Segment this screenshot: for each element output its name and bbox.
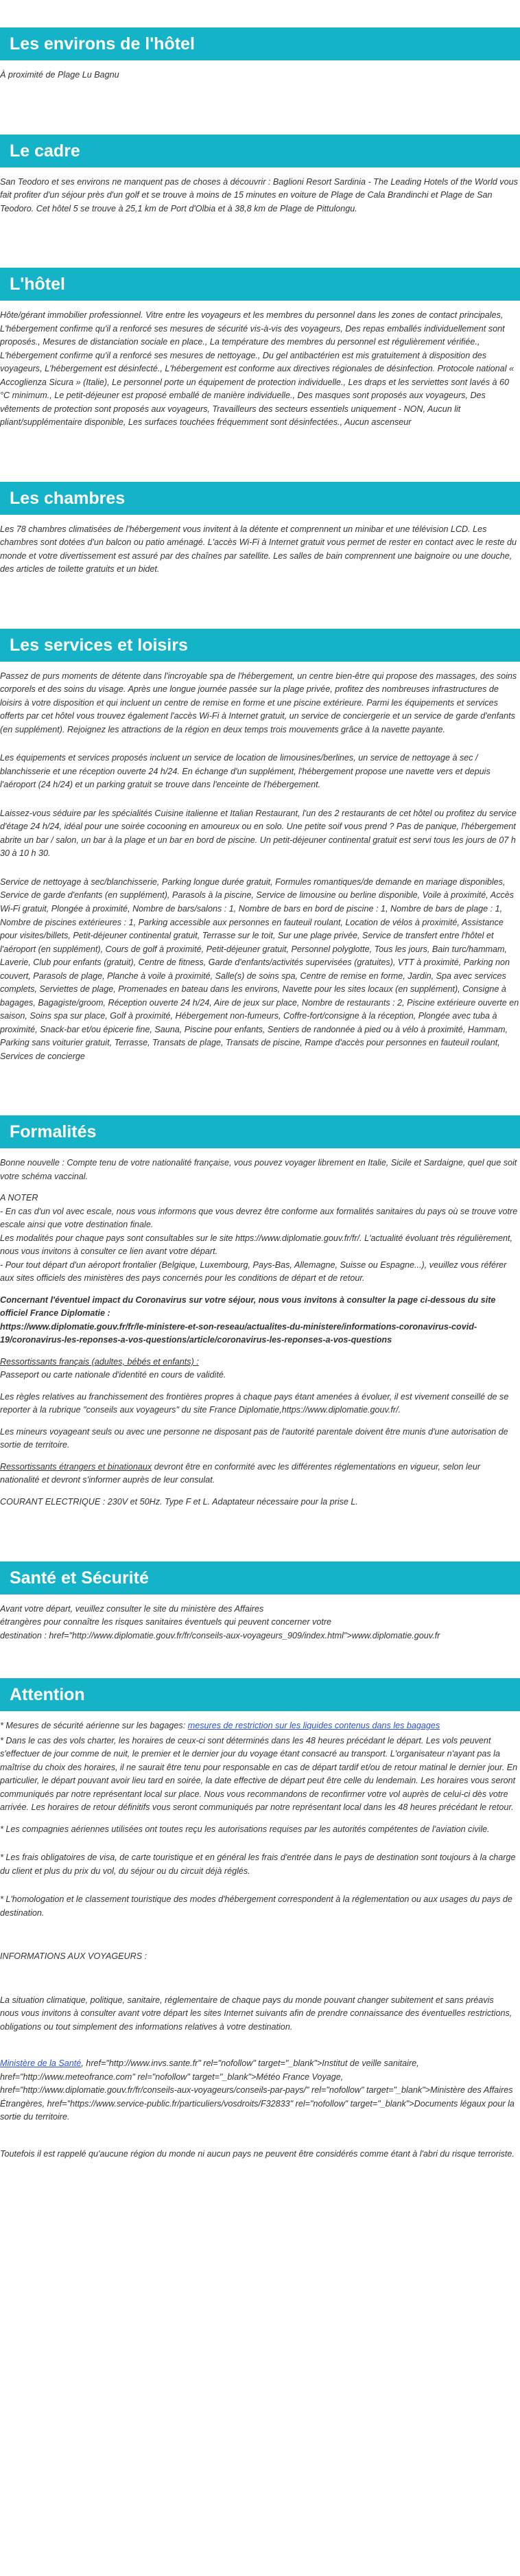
section-body-sante <box>0 1594 520 1664</box>
section-title-environs: Les environs de l'hôtel <box>0 27 520 60</box>
hotel-text: Hôte/gérant immobilier professionnel. Vitre entre les voyageurs et les membres du personnel dans les zones de contact principales, L'hébergement confirme qu'il a renforcé ses mesures de sécurité vis-à-vis des voyageurs, Des repas emballés individuellement sont proposés., Mesures de distanciation sociale en place., La température des membres du personnel est régulièrement vérifiée., L'hébergement confirme qu'il a renforcé ses mesures de nettoyage., Du gel antibactérien est mis gratuitement à disposition des voyageurs, L'hébergement est désinfecté., L'hébergement est conforme aux directives régionales de désinfection. Protocole national « Accoglienza Sicura » (Italie), Le personnel porte un équipement de protection individuelle., Les draps et les serviettes sont lavés à 60 °C minimum., Le petit-déjeuner est proposé emballé de manière individuelle., Des masques sont proposés aux voyageurs, Des vêtements de protection sont proposés aux voyageurs, Travailleurs des secteurs essentiels uniquement - NON, Aucun lit pliant/supplémentaire disponible, Les surfaces touchées fréquemment sont désinfectées., Aucun ascenseur <box>0 310 517 428</box>
section-body-chambres <box>0 515 520 597</box>
sante-text: Avant votre départ, veuillez consulter le site du ministère des Affaires étrangères pour connaître les risques sanitaires éventuels qui peuvent concerner votre destination : href="http://www.diplomatie.gouv.fr/fr/conseils-aux-voyageurs_909/index.html">www.diplomatie.gouv.fr <box>0 1603 440 1640</box>
section-title-chambres: Les chambres <box>0 482 520 515</box>
ministere-sante-link[interactable]: Ministère de la Santé <box>0 2058 82 2069</box>
services-text-4: Service de nettoyage à sec/blanchisserie, Parking longue durée gratuit, Formules romantiques/de demande en mariage disponibles, Service de garde d'enfants (en supplément), Parasols à la piscine, Service de limousine ou berline disponible, Voile à proximité, Accès Wi-Fi gratuit, Plongée à proximité, Nombre de bars/salons : 1, Nombre de bars en bord de piscine : 1, Nombre de bars de plage : 1, Nombre de piscines extérieures : 1, Parking accessible aux personnes en fauteuil roulant, Location de vélos à proximité, Assistance pour visites/billets, Petit-déjeuner continental gratuit, Terrasse sur le toit, Sur une plage privée, Service de transfert entre l'hôtel et l'aéroport (en supplément), Cours de golf à proximité, Petit-déjeuner gratuit, Personnel polyglotte, Tous les jours, Bain turc/hammam, Laverie, Club pour enfants (gratuit), Centre de fitness, Garde d'enfants/activités supervisées (gratuites), VTT à proximité, Parking non couvert, Parasols de plage, Planche à voile à proximité, Salle(s) de soins spa, Centre de remise en forme, Jardin, Spa avec services complets, Serviettes de plage, Promenades en bateau dans les environs, Navette pour les sites locaux (en supplément), Consigne à bagages, Bagagiste/groom, Réception ouverte 24 h/24, Aire de jeux sur place, Nombre de restaurants : 2, Piscine extérieure ouverte en saison, Soins spa sur place, Golf à proximité, Hébergement non-fumeurs, Coffre-fort/consigne à la réception, Plongée avec tuba à proximité, Snack-bar et/ou épicerie fine, Sauna, Piscine pour enfants, Sentiers de randonnée à pied ou à vélo à proximité, Hammam, Parking sans voiturier gratuit, Terrasse, Transats de plage, Transats de piscine, Rampe d'accès pour personnes en fauteuil roulant, Services de concierge <box>0 877 519 1061</box>
section-body-cadre <box>0 167 520 237</box>
formalites-text-2: A NOTER - En cas d'un vol avec escale, nous vous informons que vous devrez être conforme aux formalités sanitaires du pays où se trouve votre escale ainsi que votre destination finale. Les modalités pour chaque pays sont consultables sur le site https://www.diplomatie.gouv.fr/fr/. L'actualité évoluant très régulièrement, nous vous invitons à consulter ce lien avant votre départ. - Pour tout départ d'un aéroport frontalier (Belgique, Luxembourg, Pays-Bas, Allemagne, Suisse ou Espagne...), veuillez vous référer aux sites officiels des ministères des pays concernés pour les conditions de départ et de retour. <box>0 1193 518 1284</box>
section-title-hotel: L'hôtel <box>0 268 520 301</box>
liquids-restriction-link[interactable]: mesures de restriction sur les liquides contenus dans les bagages <box>187 1721 440 1731</box>
section-body-services <box>0 662 520 1084</box>
attention-text-6: La situation climatique, politique, sanitaire, réglementaire de chaque pays du monde pouvant changer subitement et sans préavis nous vous invitons à consulter avant votre départ les sites Internet suivants afin de prendre connaissance des éventuelles restrictions, obligations ou tout simplement des informations relatives à votre destination. <box>0 1995 512 2032</box>
section-title-cadre: Le cadre <box>0 135 520 167</box>
section-attention <box>0 1678 520 2181</box>
services-text-1: Passez de purs moments de détente dans l'incroyable spa de l'hébergement, un centre bien-être qui propose des massages, des soins corporels et des soins du visage. Après une longue journée passée sur la plage privée, profitez des nombreuses infrastructures de loisirs à votre disposition et qui incluent un centre de remise en forme et une piscine extérieure. Parmi les équipements et services offerts par cet hôtel vous trouvez également l'accès Wi-Fi à Internet gratuit, un service de conciergerie et un service de garde d'enfants (en supplément). Rejoignez les attractions de la région en deux temps trois mouvements grâce à la navette payante. <box>0 671 519 734</box>
nationals-heading: Ressortissants français (adultes, bébés et enfants) : <box>0 1356 199 1367</box>
section-title-services: Les services et loisirs <box>0 629 520 662</box>
attention-text-5: INFORMATIONS AUX VOYAGEURS : <box>0 1951 147 1962</box>
attention-final: Toutefois il est rappelé qu'aucune région du monde ni aucun pays ne peuvent être considérés comme étant à l'abri du risque terroriste. <box>0 2148 515 2159</box>
attention-text-3: * Les frais obligatoires de visa, de carte touristique et en général les frais d'entrée dans le pays de destination sont toujours à la charge du client et plus du prix du vol, du séjour ou du circuit déjà réglés. <box>0 1853 518 1876</box>
attention-links <box>0 2057 520 2124</box>
page <box>0 27 520 2194</box>
foreign-text: devront être en conformité avec les différentes réglementations en vigueur, selon leur nationalité et devront s'informer auprès de leur consulat. <box>0 1461 483 1485</box>
formalites-electric: COURANT ELECTRIQUE : 230V et 50Hz. Type F et L. Adaptateur nécessaire pour la prise L. <box>0 1497 358 1507</box>
attention-text-4: * L'homologation et le classement touristique des modes d'hébergement correspondent à la réglementation ou aux usages du pays de destination. <box>0 1894 515 1918</box>
section-title-formalites: Formalités <box>0 1115 520 1148</box>
section-body-attention <box>0 1711 520 2181</box>
attention-links-text: , href="http://www.invs.sante.fr" rel="nofollow" target="_blank">Institut de veille sanitaire, href="http://www.meteofrance.com" rel="nofollow" target="_blank">Météo France Voyage, href="http://www.diplomatie.gouv.fr/fr/conseils-aux-voyageurs/conseils-par-pays/" rel="nofollow" target="_blank">Ministère des Affaires Étrangères, href="https://www.service-public.fr/particuliers/vosdroits/F32833" rel="nofollow" target="_blank">Documents légaux pour la sortie du territoire. <box>0 2058 517 2122</box>
section-body-hotel <box>0 301 520 450</box>
chambres-text: Les 78 chambres climatisées de l'hébergement vous invitent à la détente et comprennent un minibar et une télévision LCD. Les chambres sont dotées d'un balcon ou patio aménagé. L'accès Wi-Fi à Internet gratuit vous permet de rester en contact avec le reste du monde et votre divertissement est assuré par des chaînes par satellite. Les salles de bain comprennent une baignoire ou une douche, des articles de toilette gratuits et un bidet. <box>0 524 519 575</box>
section-body-environs <box>0 60 520 103</box>
section-chambres <box>0 482 520 597</box>
formalites-covid: Concernant l'éventuel impact du Coronavirus sur votre séjour, nous vous invitons à consulter la page ci-dessous du site officiel France Diplomatie : https://www.diplomatie.gouv.fr/fr/le-ministere-et-son-reseau/actualites-du-ministere/informations-coronavirus-covid-19/coronavirus-les-reponses-a-vos-questions/article/coronavirus-les-reponses-a-vos-questions <box>0 1295 496 1345</box>
formalites-extra-1: Les règles relatives au franchissement des frontières propres à chaque pays étant amenées à évoluer, il est vivement conseillé de se reporter à la rubrique "conseils aux voyageurs" du site France Diplomatie,https://www.diplomatie.gouv.fr/. <box>0 1391 511 1415</box>
cadre-text: San Teodoro et ses environs ne manquent pas de choses à découvrir : Baglioni Resort Sardinia - The Leading Hotels of the World vous fait profiter d'un séjour près d'un golf et se trouve à moins de 15 minutes en voiture de Plage de Cala Brandinchi et Plage de San Teodoro. Cet hôtel 5 se trouve à 25,1 km de Port d'Olbia et à 38,8 km de Plage de Pittulongu. <box>0 176 518 213</box>
services-text-3: Laissez-vous séduire par les spécialités Cuisine italienne et Italian Restaurant, l'un des 2 restaurants de cet hôtel ou profitez du service d'étage 24 h/24, idéal pour une soirée cocooning en amoureux ou en solo. Une petite soif vous prend ? Pas de panique, l'hébergement abrite un bar / salon, un bar à la plage et un bar en bord de piscine. Un petit-déjeuner continental gratuit est servi tous les jours de 07 h 30 à 10 h 30. <box>0 808 519 859</box>
formalites-text-1: Bonne nouvelle : Compte tenu de votre nationalité française, vous pouvez voyager librement en Italie, Sicile et Sardaigne, quel que soit votre schéma vaccinal. <box>0 1158 519 1181</box>
section-title-attention: Attention <box>0 1678 520 1711</box>
section-hotel <box>0 268 520 450</box>
section-environs <box>0 27 520 103</box>
nationals-text: Passeport ou carte nationale d'identité en cours de validité. <box>0 1370 226 1380</box>
formalites-foreign <box>0 1461 520 1487</box>
formalites-extra-2: Les mineurs voyageant seuls ou avec une personne ne disposant pas de l'autorité parentale doivent être munis d'une autorisation de sortie de territoire. <box>0 1426 511 1450</box>
attention-text-2: * Les compagnies aériennes utilisées ont toutes reçu les autorisations requises par les autorités compétentes de l'aviation civile. <box>0 1824 490 1834</box>
attention-lead-text: * Mesures de sécurité aérienne sur les bagages: <box>0 1721 188 1731</box>
formalites-nationals <box>0 1356 520 1382</box>
section-title-sante: Santé et Sécurité <box>0 1562 520 1594</box>
section-sante <box>0 1562 520 1664</box>
attention-lead <box>0 1719 520 1733</box>
services-text-2: Les équipements et services proposés incluent un service de location de limousines/berlines, un service de nettoyage à sec / blanchisserie et une réception ouverte 24 h/24. En échange d'un supplément, l'hébergement propose une navette vers et depuis l'aéroport (24 h/24) et un parking gratuit se trouve dans l'enceinte de l'hébergement. <box>0 753 493 790</box>
section-formalites <box>0 1115 520 1529</box>
attention-text-1: * Dans le cas des vols charter, les horaires de ceux-ci sont déterminés dans les 48 heures précédant le départ. Les vols peuvent s'effectuer de jour comme de nuit, le premier et le dernier jour du voyage étant consacré au transport. L'organisateur n'ayant pas la maîtrise du choix des horaires, il ne saurait être tenu pour responsable en cas de départ tardif et/ou de retour matinal le dernier jour. En particulier, le départ pouvant avoir lieu tard en soirée, la date effective de départ peut être celle du lendemain. Les horaires vous seront communiqués par notre représentant local sur place. Nous vous recommandons de reconfirmer votre vol auprès de celui-ci dès votre arrivée. Les horaires de retour définitifs vous seront communiqués par notre représentant local dans les 48 heures précédant le retour. <box>0 1735 520 1813</box>
environs-text: À proximité de Plage Lu Bagnu <box>0 70 119 80</box>
section-services <box>0 629 520 1084</box>
section-body-formalites <box>0 1148 520 1529</box>
section-cadre <box>0 135 520 237</box>
foreign-heading: Ressortissants étrangers et binationaux <box>0 1461 152 1472</box>
